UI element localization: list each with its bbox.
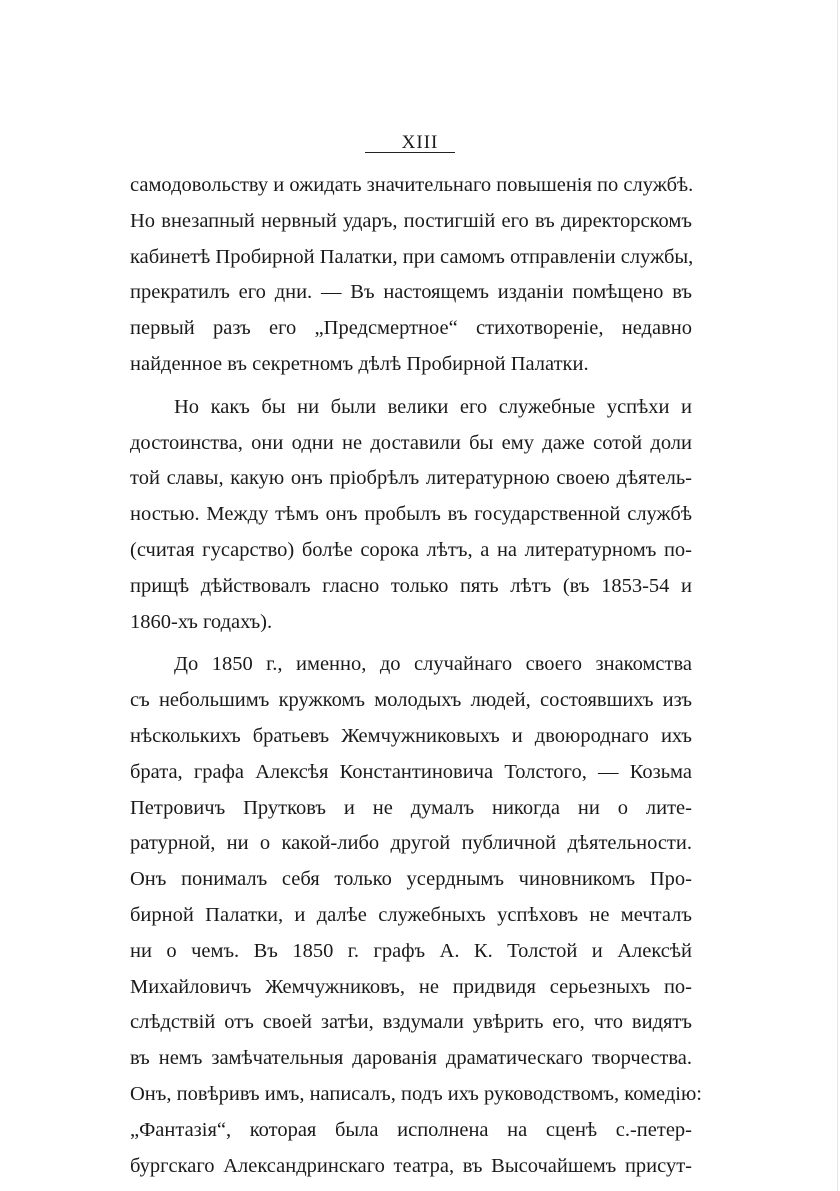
text-line: нѣсколькихъ братьевъ Жемчужниковыхъ и двоюроднаго ихъ (130, 724, 692, 747)
text-line: въ немъ замѣчательныя дарованія драматическаго творчества. (130, 1047, 692, 1070)
text-line: бирной Палатки, и далѣе служебныхъ успѣховъ не мечталъ (130, 903, 692, 926)
text-line: ни о чемъ. Въ 1850 г. графъ А. К. Толстой и Алексѣй (130, 939, 692, 962)
header-rule (365, 152, 455, 153)
text-line: достоинства, они одни не доставили бы ему даже сотой доли (130, 431, 692, 454)
text-line: бургскаго Александринскаго театра, въ Высочайшемъ присут- (130, 1154, 692, 1177)
text-line: брата, графа Алексѣя Константиновича Толстого, — Козьма (130, 760, 692, 783)
text-line: той славы, какую онъ пріобрѣлъ литературною своею дѣятель- (130, 467, 692, 490)
text-line: „Фантазія“, которая была исполнена на сценѣ с.-петер- (130, 1118, 692, 1141)
text-line: слѣдствій отъ своей затѣи, вздумали увѣрить его, что видятъ (130, 1011, 692, 1034)
text-line: ностью. Между тѣмъ онъ пробылъ въ государственной службѣ (130, 503, 692, 526)
body-text (130, 168, 702, 1184)
text-line: (считая гусарство) болѣе сорока лѣтъ, а на литературномъ по- (130, 538, 692, 561)
text-line: Петровичъ Прутковъ и не думалъ никогда ни о лите- (130, 796, 692, 819)
text-line: съ небольшимъ кружкомъ молодыхъ людей, состоявшихъ изъ (130, 689, 692, 712)
text-line: прекратилъ его дни. — Въ настоящемъ изданіи помѣщено въ (130, 281, 692, 304)
paragraph-start-line: Но какъ бы ни были велики его служебные успѣхи и (174, 395, 692, 418)
text-line: Михайловичъ Жемчужниковъ, не придвидя серьезныхъ по- (130, 975, 692, 998)
text-line: Но внезапный нервный ударъ, постигшій его въ директорскомъ (130, 209, 692, 232)
text-line: самодовольству и ожидать значительнаго повышенія по службѣ. (130, 174, 694, 196)
text-line: Онъ, повѣривъ имъ, написалъ, подъ ихъ руководствомъ, комедію: (130, 1082, 702, 1105)
paragraph-start-line: До 1850 г., именно, до случайнаго своего знакомства (174, 653, 692, 676)
text-line: ратурной, ни о какой-либо другой публичной дѣятельности. (130, 832, 692, 855)
text-line: найденное въ секретномъ дѣлѣ Пробирной Палатки. (130, 352, 589, 375)
page-number: XIII (401, 132, 439, 153)
page-edge (837, 0, 838, 1191)
text-line: прищѣ дѣйствовалъ гласно только пять лѣтъ (въ 1853-54 и (130, 574, 692, 597)
text-line: Онъ понималъ себя только усерднымъ чиновникомъ Про- (130, 868, 692, 891)
text-line: первый разъ его „Предсмертное“ стихотвореніе, недавно (130, 317, 692, 340)
text-line: кабинетѣ Пробирной Палатки, при самомъ отправленіи службы, (130, 245, 694, 268)
text-line: 1860-хъ годахъ). (130, 610, 273, 633)
